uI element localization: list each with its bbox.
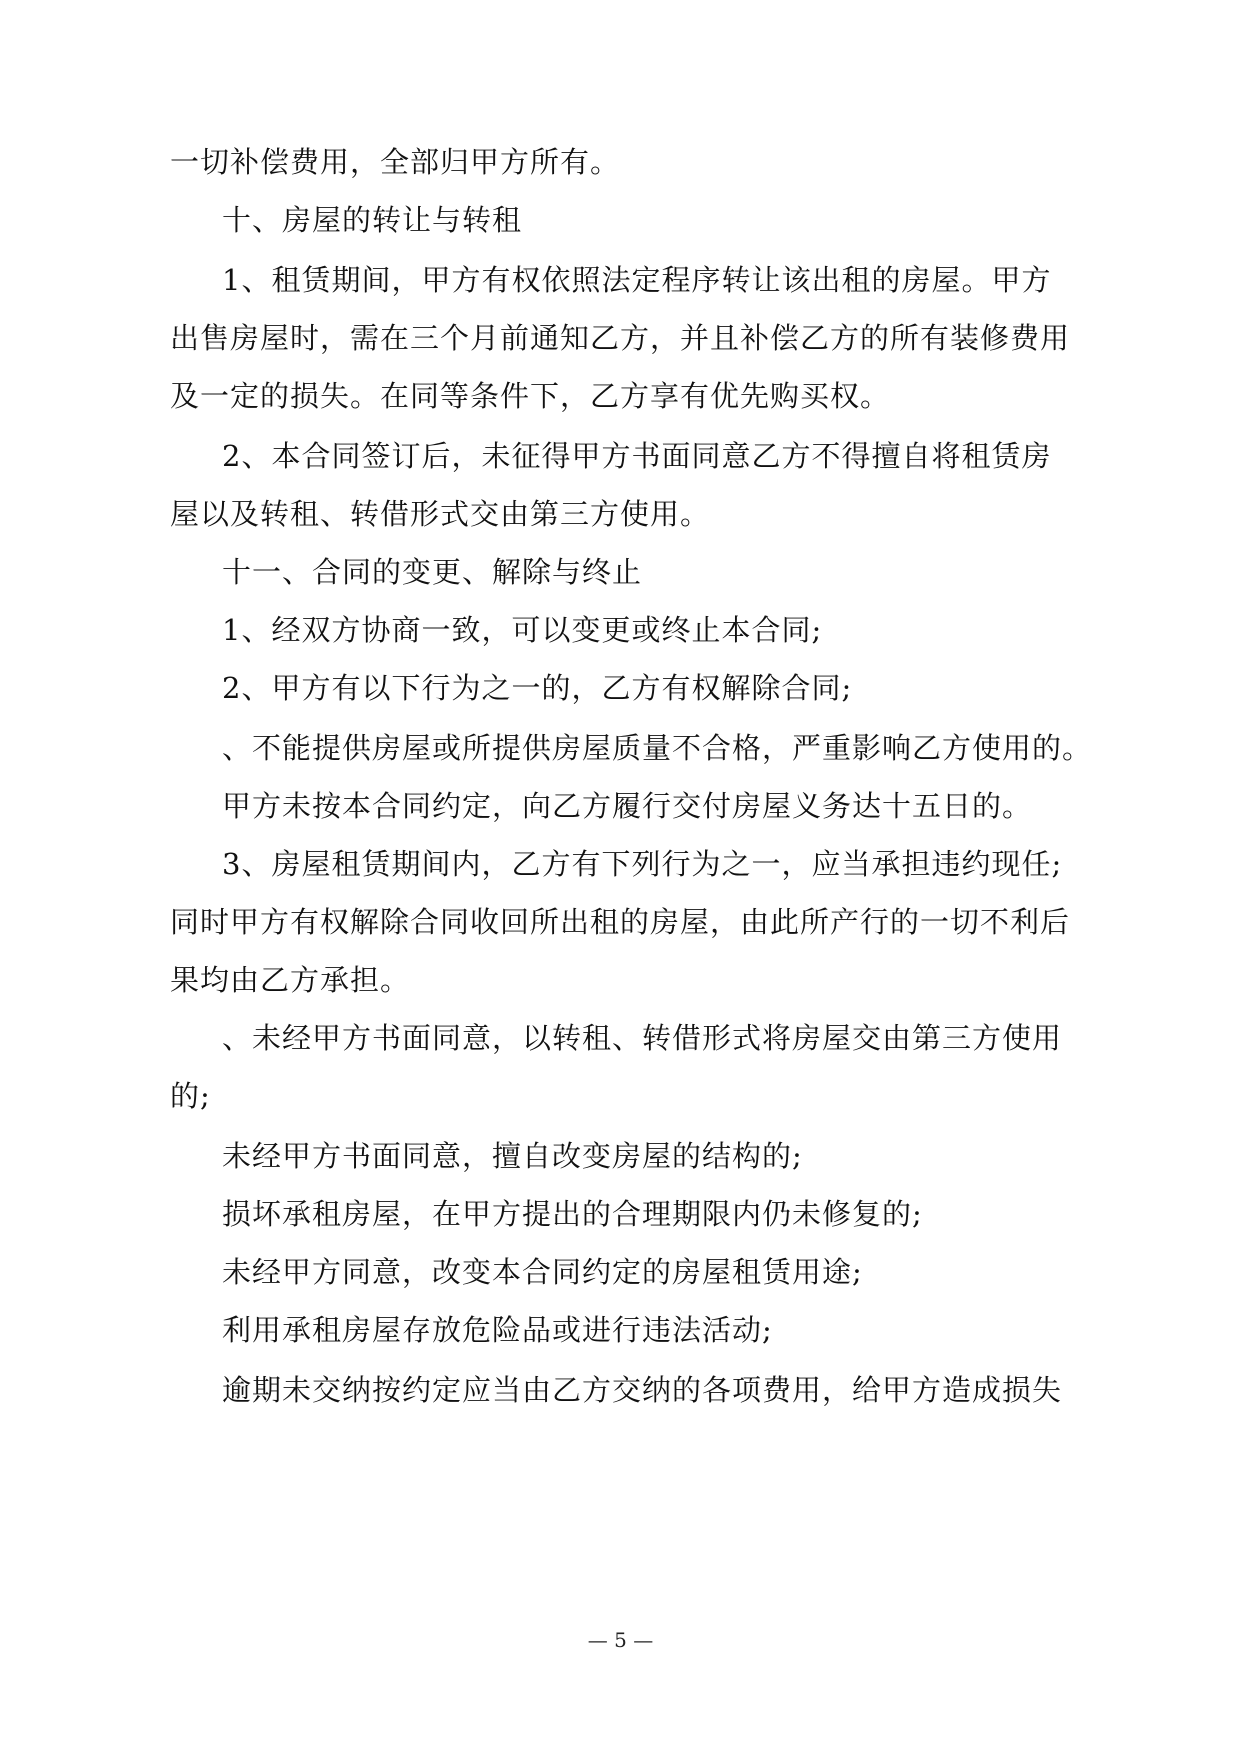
text-line: 及一定的损失。在同等条件下，乙方享有优先购买权。: [170, 379, 891, 413]
text-line: 1、经双方协商一致，可以变更或终止本合同;: [222, 613, 823, 647]
text-line: 出售房屋时，需在三个月前通知乙方，并且补偿乙方的所有装修费用: [170, 321, 1071, 355]
text-line: 2、本合同签订后，未征得甲方书面同意乙方不得擅自将租赁房: [222, 439, 1052, 473]
text-line: 一切补偿费用，全部归甲方所有。: [170, 145, 621, 179]
text-line: 逾期未交纳按约定应当由乙方交纳的各项费用，给甲方造成损失: [222, 1373, 1063, 1407]
text-line: 2、甲方有以下行为之一的，乙方有权解除合同;: [222, 671, 853, 705]
text-line: 果均由乙方承担。: [170, 963, 411, 997]
text-line: 的;: [170, 1079, 211, 1113]
section-heading: 十、房屋的转让与转租: [222, 203, 523, 237]
text-line: 1、租赁期间，甲方有权依照法定程序转让该出租的房屋。甲方: [222, 263, 1052, 297]
text-line: 未经甲方书面同意，擅自改变房屋的结构的;: [222, 1139, 803, 1173]
page-number: — 5 —: [587, 1628, 654, 1652]
text-line: 屋以及转租、转借形式交由第三方使用。: [170, 497, 711, 531]
text-line: 3、房屋租赁期间内，乙方有下列行为之一，应当承担违约现任;: [222, 847, 1063, 881]
text-line: 甲方未按本合同约定，向乙方履行交付房屋义务达十五日的。: [222, 789, 1033, 823]
text-line: 、未经甲方书面同意，以转租、转借形式将房屋交由第三方使用: [222, 1021, 1063, 1055]
text-line: 未经甲方同意，改变本合同约定的房屋租赁用途;: [222, 1255, 863, 1289]
text-line: 损坏承租房屋，在甲方提出的合理期限内仍未修复的;: [222, 1197, 923, 1231]
text-line: 利用承租房屋存放危险品或进行违法活动;: [222, 1313, 773, 1347]
text-line: 同时甲方有权解除合同收回所出租的房屋，由此所产行的一切不利后: [170, 905, 1071, 939]
text-line: 、不能提供房屋或所提供房屋质量不合格，严重影响乙方使用的。: [222, 731, 1093, 765]
section-heading: 十一、合同的变更、解除与终止: [222, 555, 643, 589]
